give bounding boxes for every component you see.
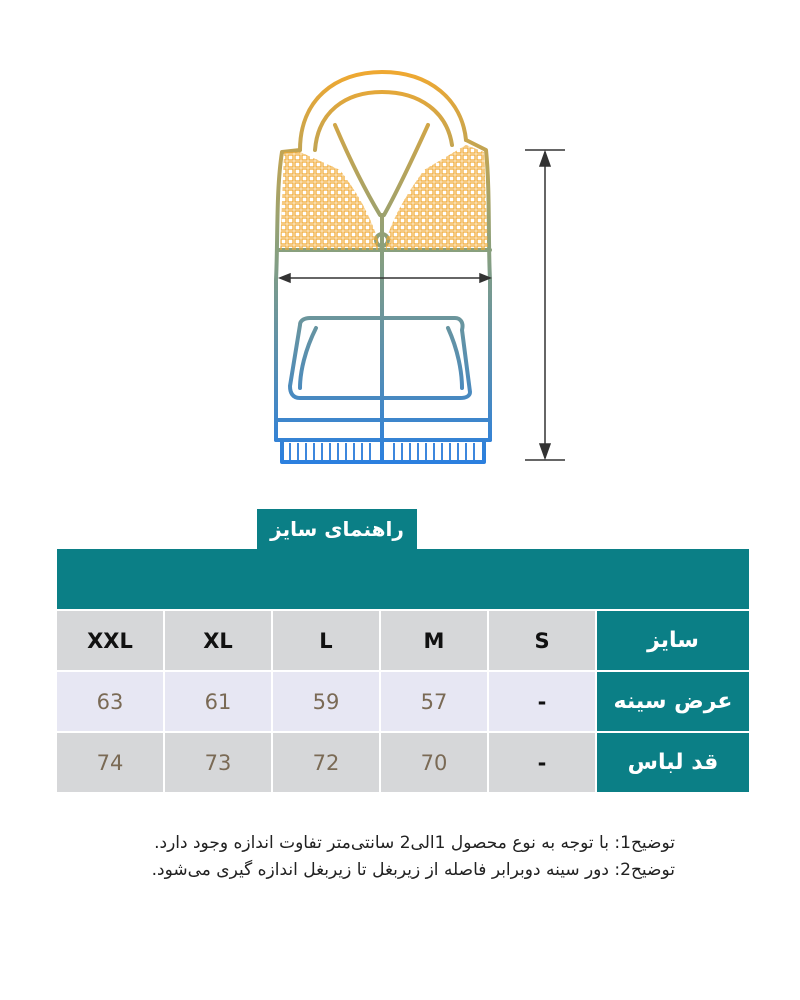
- chest-cell-m: 57: [381, 672, 489, 733]
- size-cell-l: L: [273, 611, 381, 672]
- length-cell-l: 72: [273, 733, 381, 794]
- table-row: [57, 733, 749, 794]
- row-label-length: قد لباس: [597, 733, 749, 794]
- size-table: [57, 611, 749, 794]
- vest-illustration: [150, 40, 630, 500]
- note-2: توضیح2: دور سینه دوبرابر فاصله از زیربغل تا زیربغل اندازه گیری می‌شود.: [151, 860, 675, 880]
- table-row: [57, 672, 749, 733]
- length-cell-m: 70: [381, 733, 489, 794]
- notes: [75, 830, 675, 884]
- size-cell-m: M: [381, 611, 489, 672]
- height-arrow-icon: [525, 150, 565, 460]
- note-1: توضیح1: با توجه به نوع محصول 1الی2 سانتی‌متر تفاوت اندازه وجود دارد.: [154, 833, 675, 853]
- chest-width-arrow-icon: [280, 274, 490, 282]
- chest-cell-l: 59: [273, 672, 381, 733]
- row-label-chest-width: عرض سینه: [597, 672, 749, 733]
- size-cell-xxl: XXL: [57, 611, 165, 672]
- table-row: [57, 611, 749, 672]
- size-cell-xl: XL: [165, 611, 273, 672]
- chest-cell-s: -: [489, 672, 597, 733]
- length-cell-s: -: [489, 733, 597, 794]
- size-guide-title: راهنمای سایز: [257, 509, 417, 549]
- size-cell-s: S: [489, 611, 597, 672]
- table-header-bar: [57, 549, 749, 609]
- row-label-size: سایز: [597, 611, 749, 672]
- chest-cell-xxl: 63: [57, 672, 165, 733]
- length-cell-xl: 73: [165, 733, 273, 794]
- length-cell-xxl: 74: [57, 733, 165, 794]
- chest-cell-xl: 61: [165, 672, 273, 733]
